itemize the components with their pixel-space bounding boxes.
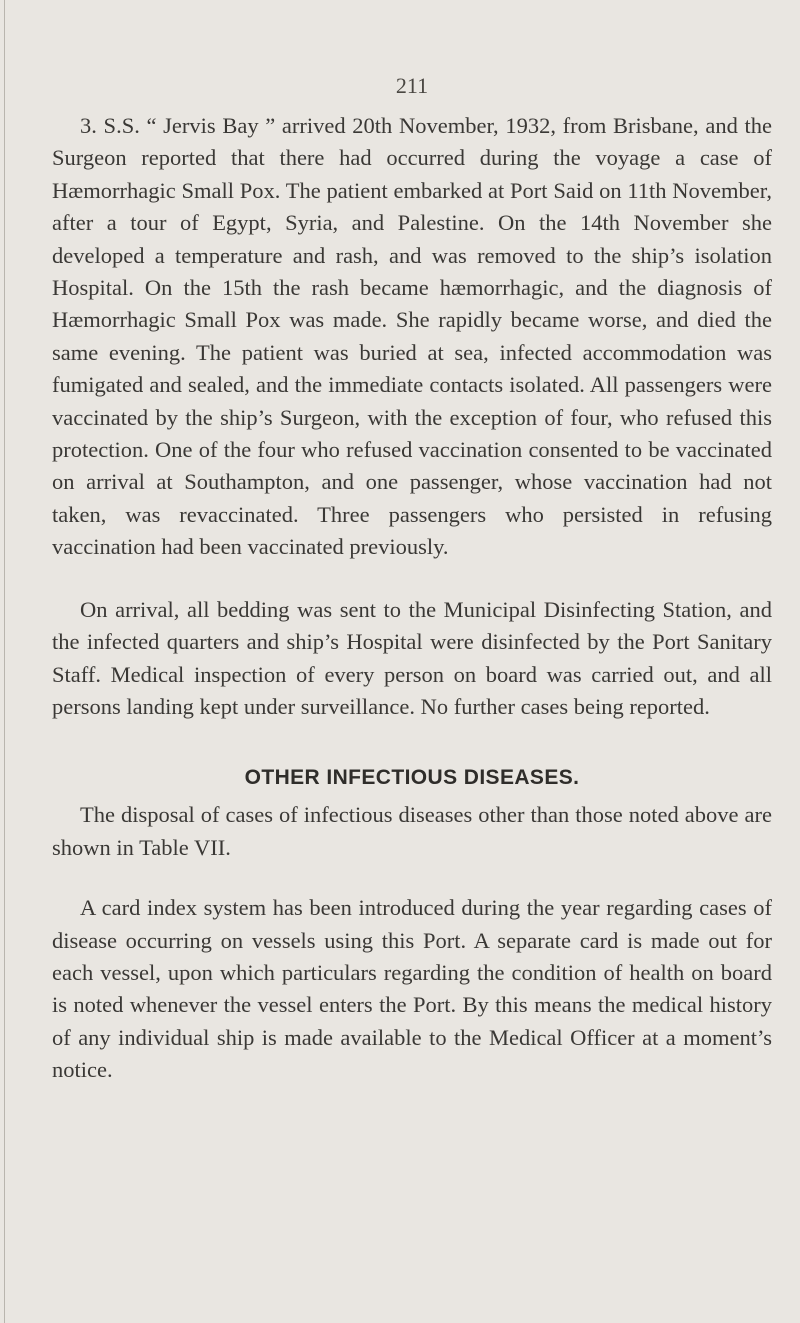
paragraph-arrival-disinfection: On arrival, all bedding was sent to the Municipal Disinfecting Station, and the infected quarters and ship’s Hospital were disinfected by the Port Sanitary Staff. Medical inspection of every person on board was carried out, and all persons landing kept under surveillance. No further cases being reported. [52,596,772,719]
paragraph-disposal-of-cases: The disposal of cases of infectious diseases other than those noted above are shown in Table VII. [52,802,772,860]
page-number: 211 [395,73,429,98]
section-heading: OTHER INFECTIOUS DISEASES. [244,766,580,790]
page-edge-line [4,0,5,1323]
paragraph-card-index-system: A card index system has been introduced during the year regarding cases of disease occurring on vessels using this Port. A separate card is made out for each vessel, upon which particulars regarding the condition of health on board is noted whenever the vessel enters the Port. By this means the medical history of any individual ship is made available to the Medical Officer at a moment’s notice. [52,895,772,1083]
page-content [52,72,772,1087]
paragraph-jervis-bay-case: 3. S.S. “ Jervis Bay ” arrived 20th November, 1932, from Brisbane, and the Surgeon reported that there had occurred during the voyage a case of Hæmorrhagic Small Pox. The patient embarked at Port Said on 11th November, after a tour of Egypt, Syria, and Palestine. On the 14th November she developed a temperature and rash, and was removed to the ship’s isolation Hospital. On the 15th the rash became hæmorrhagic, and the diagnosis of Hæmorrhagic Small Pox was made. She rapidly became worse, and died the same evening. The patient was buried at sea, infected accommodation was fumigated and sealed, and the immediate contacts isolated. All passengers were vaccinated by the ship’s Surgeon, with the exception of four, who refused this protection. One of the four who refused vaccination consented to be vaccinated on arrival at Southampton, and one passenger, whose vaccination had not taken, was revaccinated. Three passengers who persisted in refusing vaccination had been vaccinated previously. [52,113,772,560]
